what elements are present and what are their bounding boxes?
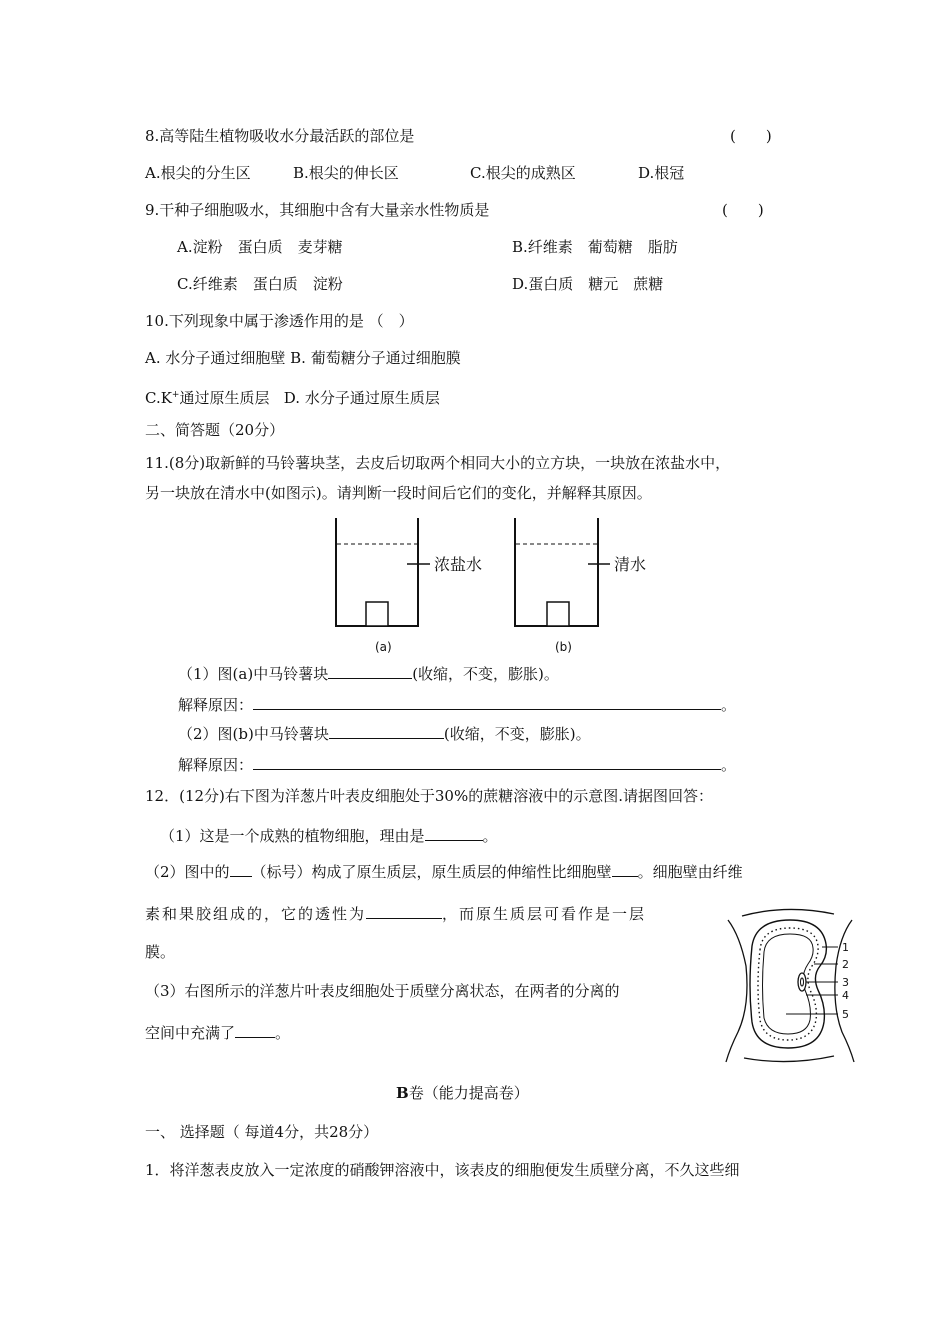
onion-cell-diagram: [722, 906, 862, 1066]
q11-reason1-label: 解释原因：: [178, 696, 254, 714]
caption-a: (a): [375, 640, 392, 654]
q12-sub2-line2: [145, 902, 646, 924]
q10-option-d: D. 水分子通过原生质层: [283, 389, 440, 407]
q11-reason2: [178, 753, 736, 775]
q11-reason1-period: 。: [721, 696, 737, 714]
cell-label-5: 5: [842, 1008, 849, 1021]
q11-sub2-suffix: (收缩，不变，膨胀)。: [443, 725, 591, 743]
potato-cube-a: [366, 602, 388, 626]
part-b-q1-stem: 1．将洋葱表皮放入一定浓度的硝酸钾溶液中，该表皮的细胞便发生质壁分离，不久这些细: [145, 1161, 740, 1179]
q12-sub1: [160, 824, 498, 846]
nucleus: [798, 973, 806, 991]
q9-answer-paren: ( ): [722, 201, 764, 219]
q8-option-c: C.根尖的成熟区: [470, 164, 576, 182]
q8-answer-paren: ( ): [730, 127, 772, 145]
q9-option-d: D.蛋白质 糖元 蔗糖: [512, 275, 664, 293]
q9-option-c: C.纤维素 蛋白质 淀粉: [177, 275, 343, 293]
part-b-section1: 一、 选择题（ 每道4分，共28分）: [145, 1123, 379, 1141]
q12-sub3-line1: （3）右图所示的洋葱片叶表皮细胞处于质壁分离状态，在两者的分离的: [145, 982, 620, 1000]
caption-b: (b): [555, 640, 572, 654]
q8-option-b: B.根尖的伸长区: [293, 164, 399, 182]
q12-sub2-line1: [145, 860, 743, 882]
q8-stem: 8.高等陆生植物吸收水分最活跃的部位是: [145, 127, 415, 145]
potato-cube-b: [547, 602, 569, 626]
q12-sub2-blank2[interactable]: [612, 860, 638, 877]
q10-stem: 10.下列现象中属于渗透作用的是 （ ）: [145, 312, 414, 330]
q12-sub1-blank[interactable]: [425, 824, 483, 841]
q9-option-a: A.淀粉 蛋白质 麦芽糖: [177, 238, 343, 256]
beaker-b: [515, 518, 646, 654]
q11-reason2-label: 解释原因：: [178, 756, 254, 774]
q12-sub2-part-c: 。细胞壁由纤维: [637, 863, 743, 881]
beaker-a: [336, 518, 482, 654]
q12-sub2-line3: 膜。: [145, 943, 176, 961]
q10-options-ab: A. 水分子通过细胞壁 B. 葡萄糖分子通过细胞膜: [145, 349, 461, 367]
q11-sub1-blank[interactable]: [328, 662, 412, 679]
q10-options-cd: [145, 385, 440, 408]
q10-option-c-sup: +: [171, 390, 180, 400]
q10-option-c-rest: 通过原生质层: [179, 389, 270, 407]
part-b-title: [396, 1083, 529, 1103]
q12-sub2-blank3[interactable]: [366, 902, 442, 919]
q11-sub2-prefix: （2）图(b)中马铃薯块: [178, 725, 329, 743]
q11-sub1-suffix: (收缩，不变，膨胀)。: [412, 665, 559, 683]
q11-sub2: [178, 722, 591, 744]
beaker-figure: [320, 512, 660, 662]
q12-sub1-suffix: 。: [482, 827, 498, 845]
q12-sub2-blank1[interactable]: [230, 860, 252, 877]
cell-label-4: 4: [842, 989, 849, 1002]
q12-stem: 12．(12分)右下图为洋葱片叶表皮细胞处于30%的蔗糖溶液中的示意图.请据图回答：: [145, 787, 713, 805]
q9-stem: 9.干种子细胞吸水，其细胞中含有大量亲水性物质是: [145, 201, 490, 219]
section-2-title: 二、简答题（20分）: [145, 421, 285, 439]
label-clear-water: 清水: [614, 555, 647, 574]
q12-sub2-part-a: （2）图中的: [145, 863, 230, 881]
q12-sub3-prefix: 空间中充满了: [145, 1024, 236, 1042]
q8-option-d: D.根冠: [638, 164, 685, 182]
part-b-title-rest: 卷（能力提高卷）: [408, 1084, 529, 1102]
q12-sub2-part-b: （标号）构成了原生质层，原生质层的伸缩性比细胞壁: [251, 863, 612, 881]
q9-option-b: B.纤维素 葡萄糖 脂肪: [512, 238, 678, 256]
cell-label-1: 1: [842, 941, 849, 954]
q12-sub3-line2: [145, 1021, 290, 1043]
q11-sub1-prefix: （1）图(a)中马铃薯块: [178, 665, 329, 683]
q11-stem-line1: 11.(8分)取新鲜的马铃薯块茎，去皮后切取两个相同大小的立方块，一块放在浓盐水中，: [145, 454, 731, 472]
q11-sub2-blank[interactable]: [329, 722, 444, 739]
label-salt-water: 浓盐水: [434, 555, 483, 574]
q12-sub3-blank[interactable]: [235, 1021, 275, 1038]
part-b-title-letter: B: [396, 1084, 409, 1102]
q11-reason1: [178, 693, 736, 715]
q12-sub3-suffix: 。: [275, 1024, 291, 1042]
q8-option-a: A.根尖的分生区: [145, 164, 251, 182]
q11-sub1: [178, 662, 559, 684]
q11-reason1-blank[interactable]: [253, 693, 721, 710]
q10-option-c-prefix: C.K: [145, 389, 172, 407]
q12-sub2-line2-b: ，而原生质层可看作是一层: [442, 905, 647, 923]
q11-stem-line2: 另一块放在清水中(如图示)。请判断一段时间后它们的变化，并解释其原因。: [145, 484, 652, 502]
cell-label-2: 2: [842, 958, 849, 971]
q11-reason2-blank[interactable]: [253, 753, 721, 770]
cell-label-3: 3: [842, 976, 849, 989]
q12-sub2-line2-a: 素和果胶组成的，它的透性为: [145, 905, 367, 923]
q11-reason2-period: 。: [721, 756, 737, 774]
cell-wall: [750, 920, 826, 1048]
q12-sub1-prefix: （1）这是一个成熟的植物细胞，理由是: [160, 827, 425, 845]
